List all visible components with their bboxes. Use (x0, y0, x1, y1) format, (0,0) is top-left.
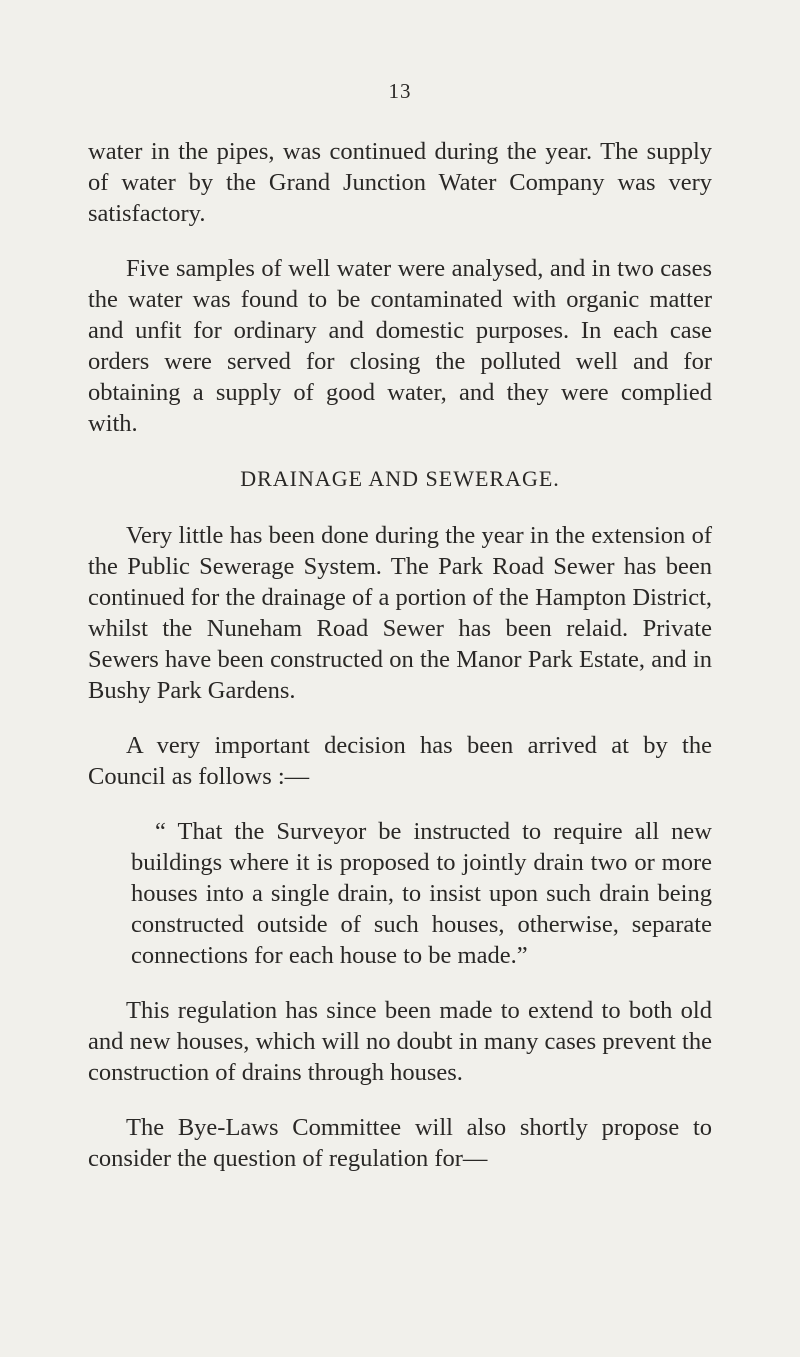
paragraph-water-supply: water in the pipes, was continued during the year. The supply of water by the Grand Junction Water Company was very satisfactory. (88, 138, 712, 227)
quoted-resolution: “ That the Surveyor be instructed to require all new buildings where it is proposed to jointly drain two or more houses into a single drain, to insist upon such drain being constructed outside of such houses, otherwise, separate connections for each house to be made.” (131, 818, 712, 969)
paragraph-regulation-extension: This regulation has since been made to extend to both old and new houses, which will no doubt in many cases prevent the construction of drains through houses. (88, 997, 712, 1086)
section-heading-drainage: DRAINAGE AND SEWERAGE. (240, 466, 560, 491)
paragraph-council-decision: A very important decision has been arrived at by the Council as follows :— (88, 732, 712, 790)
paragraph-well-samples: Five samples of well water were analysed, and in two cases the water was found to be contaminated with organic matter and unfit for ordinary and domestic purposes. In each case orders were served for closing the polluted well and for obtaining a supply of good water, and they were complied with. (88, 255, 712, 437)
paragraph-sewerage-system: Very little has been done during the year in the extension of the Public Sewerage System. The Park Road Sewer has been continued for the drainage of a portion of the Hampton District, whilst the Nuneham Road Sewer has been relaid. Private Sewers have been constructed on the Manor Park Estate, and in Bushy Park Gardens. (88, 522, 712, 704)
page-number: 13 (388, 79, 412, 103)
paragraph-bye-laws-committee: The Bye-Laws Committee will also shortly propose to consider the question of regulation for— (88, 1114, 712, 1172)
page-body (88, 136, 712, 1198)
